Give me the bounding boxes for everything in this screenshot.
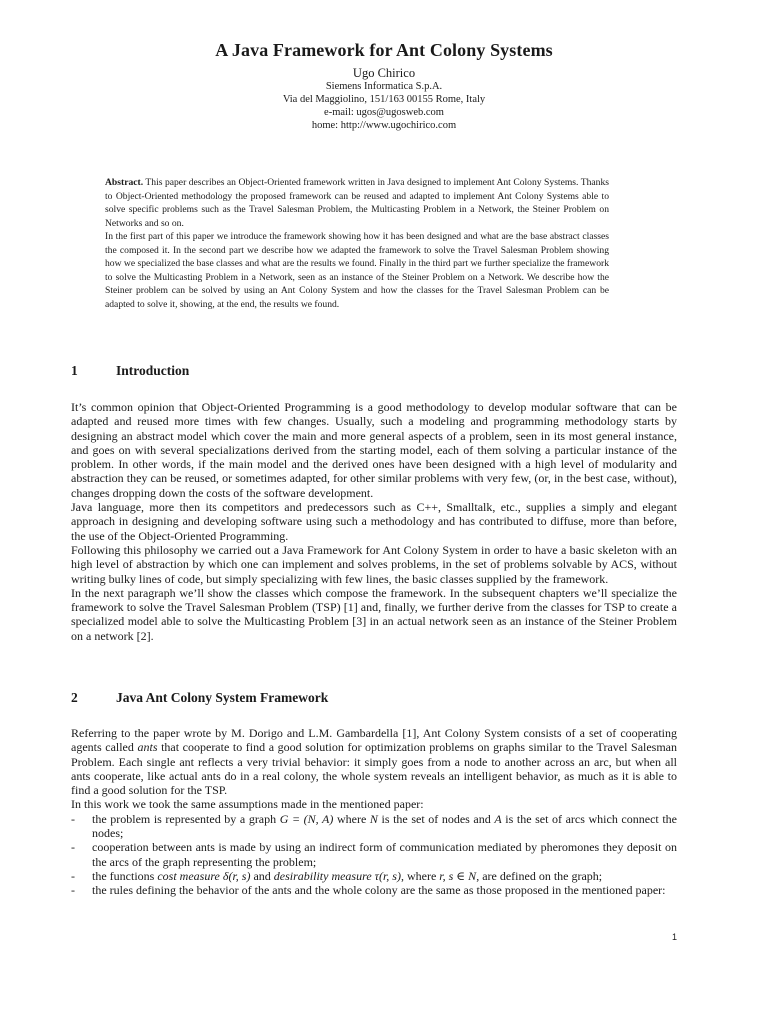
abstract-paragraph-1 bbox=[105, 176, 609, 230]
affiliation-line: Siemens Informatica S.p.A. bbox=[325, 81, 443, 92]
body-paragraph: In this work we took the same assumptions made in the mentioned paper: bbox=[71, 797, 424, 812]
list-item bbox=[71, 883, 677, 897]
text-run: the rules defining the behavior of the ants and the whole colony are the same as those proposed in the mentioned paper: bbox=[92, 883, 666, 898]
text-run: cooperation between ants is made by using an indirect form of communication mediated by pheromones they deposit on the arcs of the graph representing the problem; bbox=[92, 840, 677, 869]
text-run: the problem is represented by a graph bbox=[92, 811, 280, 826]
section-title: Java Ant Colony System Framework bbox=[116, 690, 329, 705]
list-item bbox=[71, 840, 677, 869]
abstract-text-1: This paper describes an Object-Oriented framework written in Java designed to implement Ant Colony Systems. Thanks to Object-Oriented methodology the proposed framework can be reused and adapted to implement Ant Colony Systems able to solve specific problems such as the Travel Salesman Problem, the Multicasting Problem in a Network, the Steiner Problem on Networks and so on. bbox=[105, 177, 609, 229]
abstract-paragraph-2: In the first part of this paper we introduce the framework showing how it has been designed and what are the base abstract classes the composed it. In the second part we describe how we adapted the framework to solve the Travel Salesman Problem showing how we specialized the base classes and what are the results we found. Finally in the third part we further specialize the framework to solve the Multicasting Problem in a Network, seen as an instance of the Steiner Problem on a Network. We describe how the Steiner problem can be solved by using an Ant Colony System and how the classes for the Travel Salesman Problem can be adapted to solve it, showing, at the end, the results we found. bbox=[105, 231, 609, 310]
text-run: the functions bbox=[92, 868, 158, 883]
body-paragraph: Java language, more then its competitors and predecessors such as C++, Smalltalk, etc., supplies a simply and elegant approach in designing and developing software using such a methodology and has contributed to diffuse, more than before, the use of the Object-Oriented Programming. bbox=[71, 500, 677, 543]
math-graph: G = (N, A) bbox=[279, 811, 334, 826]
page-number: 1 bbox=[671, 932, 677, 942]
section-heading-framework bbox=[71, 690, 328, 706]
address-line: Via del Maggiolino, 151/163 00155 Rome, Italy bbox=[282, 94, 486, 105]
body-paragraph: In the next paragraph we’ll show the classes which compose the framework. In the subsequent chapters we’ll specialize the framework to solve the Travel Salesman Problem (TSP) [1] and, finally, we further derive from the classes for TSP to create a specialized model able to solve the Multicasting Problem [3] in an actual network seen as an instance of the Steiner Problem on a network [2]. bbox=[71, 585, 677, 643]
abstract-label: Abstract. bbox=[105, 177, 144, 188]
framework-body bbox=[71, 726, 677, 898]
text-run: is the set of arcs which connect the nodes; bbox=[92, 811, 677, 841]
email-line: e-mail: ugos@ugosweb.com bbox=[324, 107, 444, 118]
text-run: Referring to the paper wrote by M. Dorigo and L.M. Gambardella [1], Ant Colony System consists of a set of cooperating agents called bbox=[71, 726, 677, 755]
math-nodes: N bbox=[369, 811, 378, 826]
section-title: Introduction bbox=[116, 363, 190, 378]
list-item bbox=[71, 812, 677, 841]
text-run: where bbox=[333, 811, 370, 826]
math-cost-measure: cost measure δ(r, s) bbox=[157, 868, 251, 883]
list-item bbox=[71, 869, 677, 883]
introduction-body bbox=[71, 400, 677, 643]
list-dash: - bbox=[71, 811, 75, 826]
list-dash: - bbox=[71, 868, 75, 883]
body-paragraph: It’s common opinion that Object-Oriented Programming is a good methodology to develop modular software that can be adapted and reused more times with few changes. Usually, such a modeling and programming methodology starts by designing an abstract model which cover the main and more general aspects of a problem, seen in its most general instance, and goes on with several specializations derived from the starting model, each of them solving a particular instance of the problem. In other words, if the main model and the derived ones have been designed with a high level of modularity and abstraction they can be reused, or sometimes adapted, for other similar problems with very few, (or, in the best case, without), changes dropping down the costs of the software development. bbox=[71, 400, 677, 500]
section-number: 2 bbox=[71, 690, 78, 705]
body-paragraph bbox=[71, 726, 677, 797]
author-block bbox=[0, 66, 768, 132]
text-run: , where bbox=[400, 868, 440, 883]
assumptions-list bbox=[71, 812, 677, 898]
text-run: is the set of nodes and bbox=[377, 811, 495, 826]
section-number: 1 bbox=[71, 363, 78, 378]
body-paragraph: Following this philosophy we carried out a Java Framework for Ant Colony System in order to have a basic skeleton with an high level of abstraction by which one can implement and solves problems, in the set of problems solvable by ACS, without writing bulky lines of code, but simply specializing with few lines, the basic classes supplied by the framework. bbox=[71, 542, 677, 586]
text-run: that cooperate to find a good solution for optimization problems on graphs similar to the Travel Salesman Problem. Each single ant reflects a very trivial behavior: it simply goes from a node to another across an arc, but when all ants cooperate, like actual ants do in a real colony, the whole system reveals an intelligent behavior, as much as it is able to find a good solution for the TSP. bbox=[71, 740, 678, 798]
homepage-line: home: http://www.ugochirico.com bbox=[311, 120, 457, 131]
text-run: and bbox=[250, 868, 274, 883]
math-desirability-measure: desirability measure τ(r, s) bbox=[273, 868, 401, 883]
math-node-membership: r, s ∈ N bbox=[439, 868, 477, 883]
section-heading-introduction bbox=[71, 363, 189, 379]
text-run: , are defined on the graph; bbox=[476, 868, 603, 883]
author-name: Ugo Chirico bbox=[352, 66, 416, 80]
math-arcs: A bbox=[494, 811, 502, 826]
list-dash: - bbox=[71, 883, 75, 898]
list-dash: - bbox=[71, 840, 75, 855]
abstract bbox=[105, 176, 609, 311]
emphasis-ants: ants bbox=[137, 740, 158, 755]
paper-title: A Java Framework for Ant Colony Systems bbox=[215, 40, 553, 60]
